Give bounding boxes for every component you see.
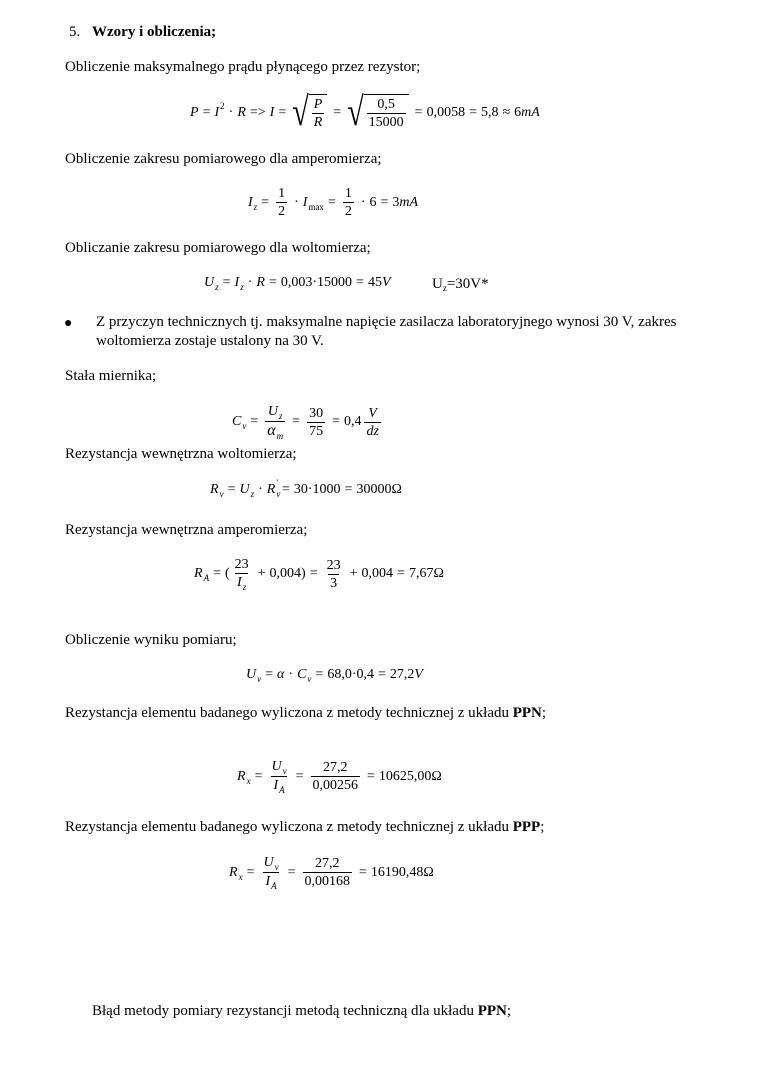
paragraph-voltmeter-resistance: Rezystancja wewnętrzna woltomierza;: [65, 446, 297, 462]
voltage-note: $U_z=30V*$: [432, 276, 489, 293]
paragraph-method-error: Błąd metody pomiary rezystancji metodą techniczną dla układu PPN;: [92, 1003, 512, 1019]
paragraph-resistance-ppp: Rezystancja elementu badanego wyliczona z metody technicznej z układu PPP;: [65, 819, 545, 835]
equation-meter-constant: C v = $\frac{U_z}{\alpha_m}$ = $\frac{30}{75}$ = 0,4 $\frac{V}{dz}$: [232, 404, 379, 441]
equation-resistance-ppp: R x = $\frac{U_v}{I_A}$ = $\frac{27,2}{0,00168}$ = 16190,48Ω: [229, 855, 434, 891]
equation-voltmeter-resistance: R v = U z · R v ' = 30·1000 = 30000Ω: [210, 478, 402, 499]
section-title: Wzory i obliczenia;: [92, 24, 217, 40]
paragraph-voltmeter-range: Obliczanie zakresu pomiarowego dla woltomierza;: [65, 240, 371, 256]
equation-measurement-result: U v = α · C v = 68,0·0,4 = 27,2 V: [246, 667, 423, 684]
paragraph-ammeter-resistance: Rezystancja wewnętrzna amperomierza;: [65, 522, 308, 538]
paragraph-resistance-ppn: Rezystancja elementu badanego wyliczona z metody technicznej z układu PPN;: [65, 705, 547, 721]
paragraph-ammeter-range: Obliczenie zakresu pomiarowego dla amperomierza;: [65, 151, 382, 167]
paragraph-meter-constant: Stała miernika;: [65, 368, 157, 384]
bullet-text-line2: woltomierza zostaje ustalony na 30 V.: [96, 333, 324, 349]
section-number: 5.: [69, 24, 81, 40]
equation-voltmeter-range: U z = I z · R = 0,003·15000 = 45 V: [204, 275, 391, 292]
bullet-icon: ●: [64, 316, 73, 331]
paragraph-measurement-result: Obliczenie wyniku pomiaru;: [65, 632, 237, 648]
bullet-text-line1: Z przyczyn technicznych tj. maksymalne napięcie zasilacza laboratoryjnego wynosi 30 V, zakres: [96, 314, 677, 330]
paragraph-max-current: Obliczenie maksymalnego prądu płynącego przez rezystor;: [65, 59, 421, 75]
equation-power-current: P = I 2 · R => I = √ $\frac{P}{R}$ = √ $\frac{0,5}{15000}$ = 0,0058 = 5,8 ≈ 6 mA: [190, 89, 540, 135]
equation-ammeter-range: I z = $\frac{1}{2}$ · I max = $\frac{1}{2}$ · 6 = 3 mA: [248, 186, 419, 219]
equation-resistance-ppn: R x = $\frac{U_v}{I_A}$ = $\frac{27,2}{0,00256}$ = 10625,00Ω: [237, 759, 442, 795]
section-heading: [69, 24, 216, 41]
equation-ammeter-resistance: R A = ( $\frac{23}{I_z}$ + 0,004 ) = $\frac{23}{3}$ + 0,004 = 7,67Ω: [194, 557, 444, 592]
